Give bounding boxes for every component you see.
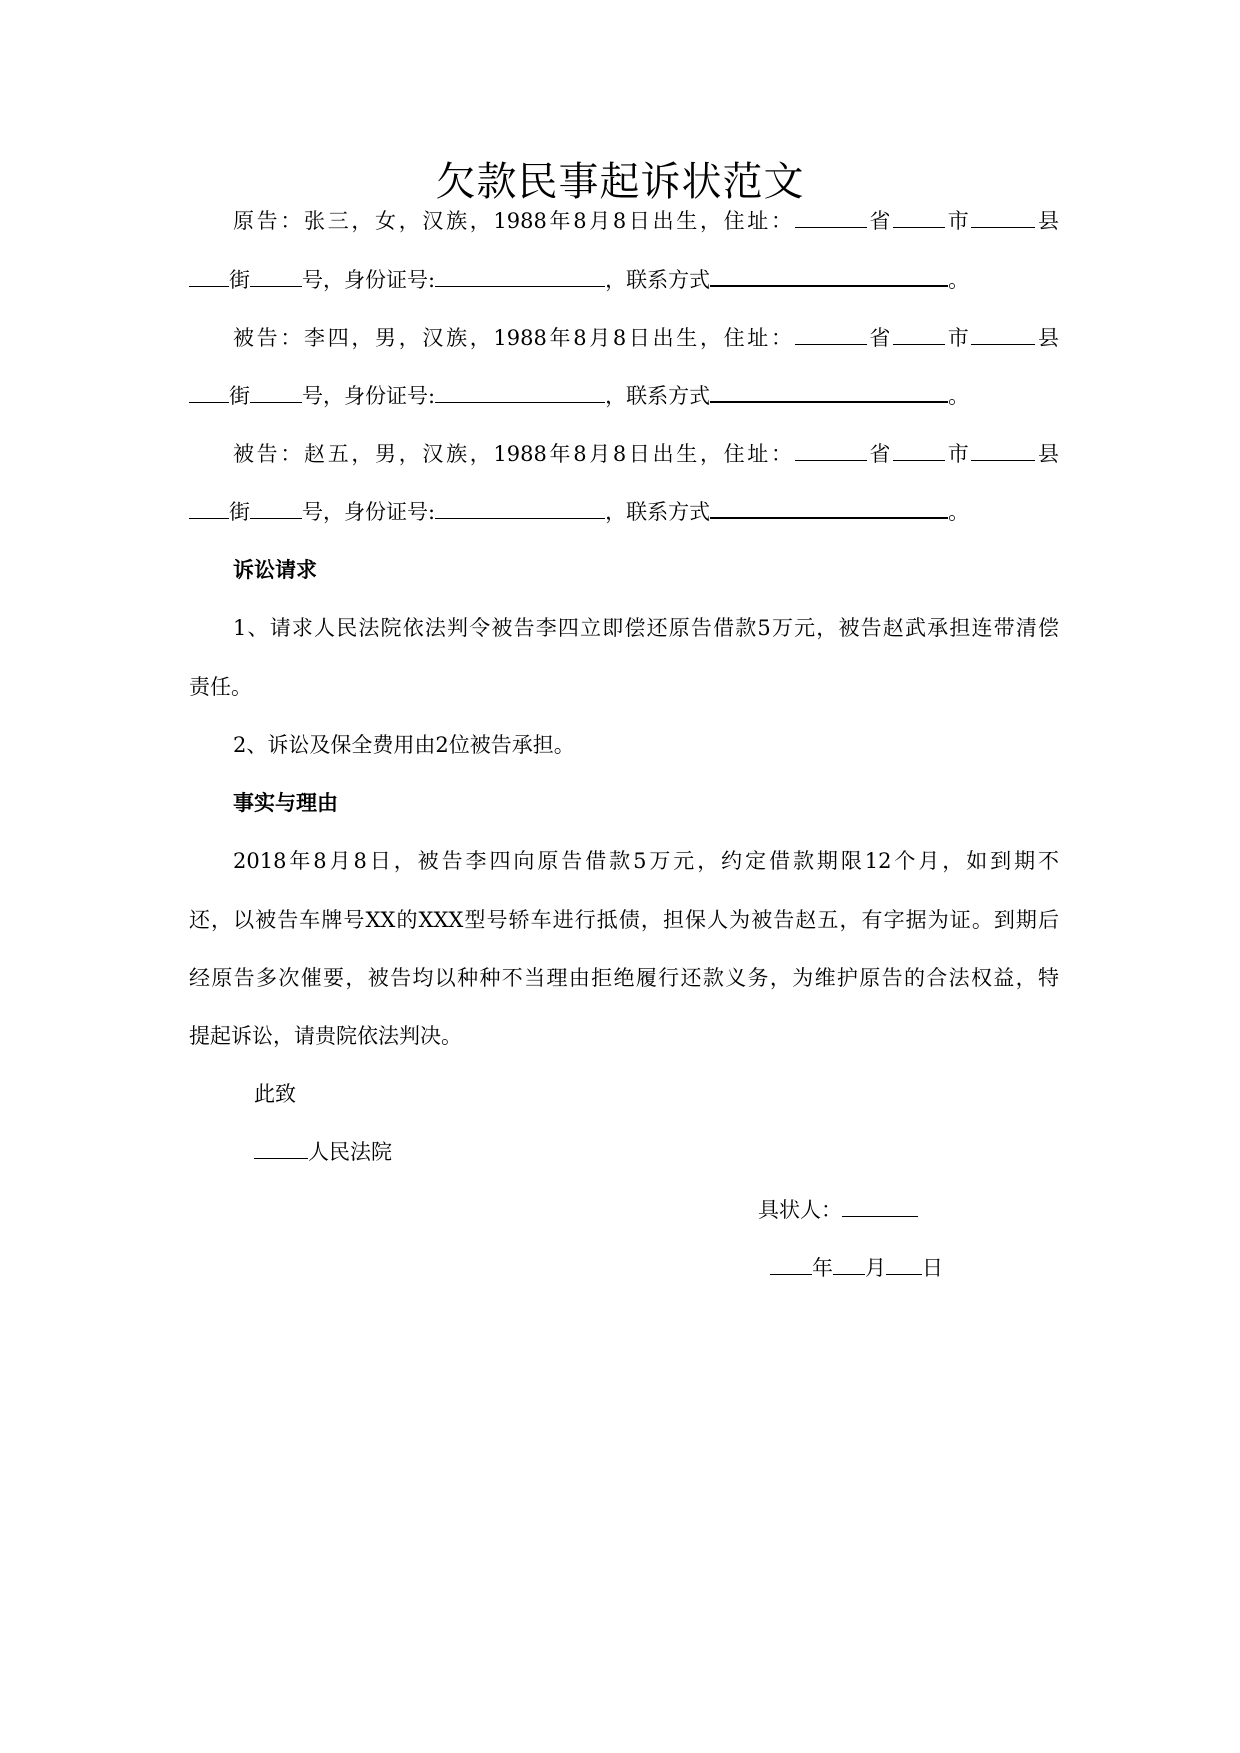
- id-label: ，身份证号:: [323, 268, 436, 292]
- party-info: ：张三，女，汉族，1988年8月8日出生，住址：: [280, 209, 795, 233]
- signer-blank: [842, 1198, 918, 1217]
- claim-item-2: 2、诉讼及保全费用由2位被告承担。: [233, 733, 575, 757]
- facts-line-1: 2018年8月8日，被告李四向原告借款5万元，约定借款期限12个月，如到期不: [233, 849, 1059, 873]
- month-label: 月: [865, 1256, 886, 1280]
- party-line-plaintiff-1: [233, 206, 1059, 236]
- id-label: ，身份证号:: [323, 500, 436, 524]
- number-label: 号: [302, 500, 323, 524]
- county-blank: [971, 442, 1035, 461]
- city-blank: [893, 326, 945, 345]
- signer-label: 具状人：: [758, 1198, 842, 1222]
- street-blank: [189, 384, 229, 403]
- signer-line: [758, 1195, 1058, 1225]
- month-blank: [833, 1256, 865, 1275]
- salutation: 此致: [254, 1082, 296, 1106]
- court-blank: [254, 1140, 308, 1159]
- city-label: 市: [945, 442, 972, 466]
- claim-item-1-line-2: 责任。: [189, 675, 252, 699]
- sentence-end: 。: [948, 268, 970, 292]
- party-line-defendant2-1: [233, 439, 1059, 469]
- id-blank: [435, 384, 605, 403]
- county-label: 县: [1035, 442, 1060, 466]
- party-role: 原告: [233, 209, 281, 233]
- sentence-end: 。: [948, 384, 970, 408]
- facts-line-4: 提起诉讼，请贵院依法判决。: [189, 1024, 462, 1048]
- contact-label: ，联系方式: [605, 500, 711, 524]
- document-title: 欠款民事起诉状范文: [435, 159, 805, 205]
- street-label: 街: [229, 500, 250, 524]
- province-blank: [795, 209, 867, 228]
- number-blank: [250, 384, 302, 403]
- street-blank: [189, 268, 229, 287]
- court-line: [254, 1137, 654, 1167]
- contact-label: ，联系方式: [605, 384, 711, 408]
- street-label: 街: [229, 268, 250, 292]
- court-suffix: 人民法院: [308, 1140, 392, 1164]
- province-blank: [795, 326, 867, 345]
- year-blank: [770, 1256, 812, 1275]
- county-label: 县: [1035, 326, 1060, 350]
- date-line: [770, 1253, 1070, 1283]
- id-blank: [435, 268, 605, 287]
- party-line-defendant2-2: [189, 497, 1059, 527]
- province-label: 省: [866, 326, 894, 350]
- day-label: 日: [922, 1256, 943, 1280]
- city-label: 市: [945, 209, 972, 233]
- party-line-defendant1-2: [189, 381, 1059, 411]
- party-role: 被告: [233, 442, 281, 466]
- city-blank: [893, 209, 945, 228]
- city-label: 市: [945, 326, 972, 350]
- party-line-defendant1-1: [233, 323, 1059, 353]
- party-info: ：李四，男，汉族，1988年8月8日出生，住址：: [280, 326, 795, 350]
- street-label: 街: [229, 384, 250, 408]
- number-label: 号: [302, 268, 323, 292]
- claims-heading: 诉讼请求: [233, 557, 317, 582]
- contact-blank: [710, 499, 948, 519]
- facts-heading: 事实与理由: [233, 790, 338, 815]
- sentence-end: 。: [948, 500, 970, 524]
- contact-label: ，联系方式: [605, 268, 711, 292]
- party-role: 被告: [233, 326, 281, 350]
- province-label: 省: [866, 442, 894, 466]
- id-blank: [435, 500, 605, 519]
- id-label: ，身份证号:: [323, 384, 436, 408]
- number-blank: [250, 500, 302, 519]
- facts-line-2: 还，以被告车牌号XX的XXX型号轿车进行抵债，担保人为被告赵五，有字据为证。到期后: [189, 908, 1059, 932]
- facts-line-3: 经原告多次催要，被告均以种种不当理由拒绝履行还款义务，为维护原告的合法权益，特: [189, 966, 1059, 990]
- party-line-plaintiff-2: [189, 265, 1059, 295]
- county-label: 县: [1035, 209, 1060, 233]
- street-blank: [189, 500, 229, 519]
- contact-blank: [710, 383, 948, 403]
- province-blank: [795, 442, 867, 461]
- party-info: ：赵五，男，汉族，1988年8月8日出生，住址：: [280, 442, 795, 466]
- number-label: 号: [302, 384, 323, 408]
- year-label: 年: [812, 1256, 833, 1280]
- day-blank: [886, 1256, 922, 1275]
- county-blank: [971, 326, 1035, 345]
- city-blank: [893, 442, 945, 461]
- contact-blank: [710, 267, 948, 287]
- province-label: 省: [866, 209, 894, 233]
- claim-item-1-line-1: 1、请求人民法院依法判令被告李四立即偿还原告借款5万元，被告赵武承担连带清偿: [233, 616, 1059, 640]
- number-blank: [250, 268, 302, 287]
- county-blank: [971, 209, 1035, 228]
